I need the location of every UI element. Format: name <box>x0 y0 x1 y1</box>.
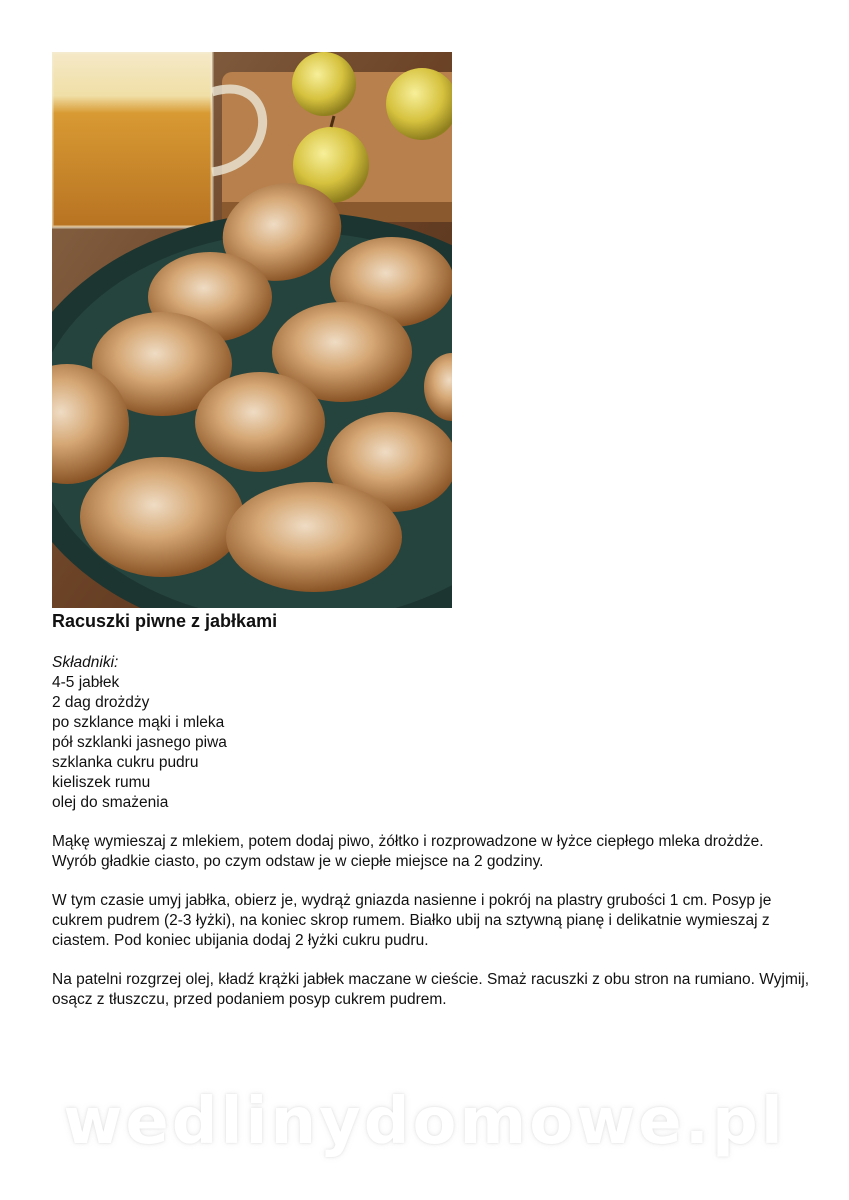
ingredients-label: Składniki: <box>52 654 119 671</box>
step-paragraph: Mąkę wymieszaj z mlekiem, potem dodaj piwo, żółtko i rozprowadzone w łyżce ciepłego mleka drożdże. Wyrób gładkie ciasto, po czym odstaw je w ciepłe miejsce na 2 godziny. <box>52 833 764 870</box>
ingredients-list <box>52 673 812 813</box>
recipe-photo <box>52 52 452 608</box>
ingredient-item: 4-5 jabłek <box>52 674 120 691</box>
ingredient-item: olej do smażenia <box>52 794 169 811</box>
ingredient-item: szklanka cukru pudru <box>52 754 199 771</box>
step-paragraph: Na patelni rozgrzej olej, kładź krążki jabłek maczane w cieście. Smaż racuszki z obu stron na rumiano. Wyjmij, osącz z tłuszczu, przed podaniem posyp cukrem pudrem. <box>52 971 810 1008</box>
ingredient-item: po szklance mąki i mleka <box>52 714 225 731</box>
recipe-title: Racuszki piwne z jabłkami <box>52 611 278 631</box>
step-paragraph: W tym czasie umyj jabłka, obierz je, wydrąż gniazda nasienne i pokrój na plastry grubości 1 cm. Posyp je cukrem pudrem (2-3 łyżki), na koniec skrop rumem. Białko ubij na sztywną pianę i delikatnie wymieszaj z ciastem. Pod koniec ubijania dodaj 2 łyżki cukru pudru. <box>52 892 772 949</box>
watermark: wedlinydomowe.pl <box>63 1085 786 1159</box>
ingredient-item: pół szklanki jasnego piwa <box>52 734 227 751</box>
ingredient-item: 2 dag drożdży <box>52 694 150 711</box>
ingredient-item: kieliszek rumu <box>52 774 151 791</box>
recipe-body <box>52 653 812 1010</box>
